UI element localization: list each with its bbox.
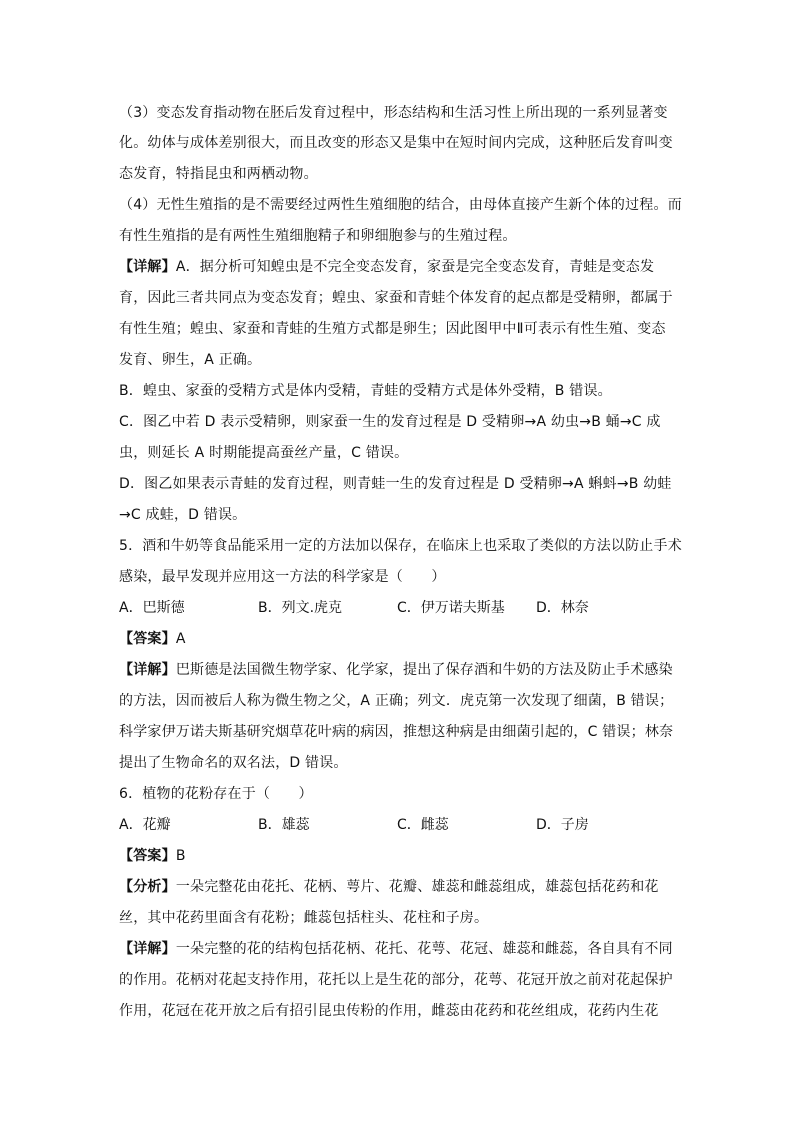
- text-line: B．蝗虫、家蚕的受精方式是体内受精，青蛙的受精方式是体外受精，B 错误。: [119, 383, 612, 399]
- detail-paragraph-line: [119, 660, 673, 680]
- text-line: 发育、卵生，A 正确。: [119, 352, 262, 368]
- text-line: 态发育，特指昆虫和两栖动物。: [119, 166, 318, 182]
- q6-option-c: C．雌蕊: [397, 817, 449, 833]
- analysis-label: 【分析】: [119, 879, 176, 895]
- text-line: 育，因此三者共同点为变态发育；蝗虫、家蚕和青蛙个体发育的起点都是受精卵，都属于: [119, 290, 673, 306]
- q6-option-a: A．花瓣: [119, 817, 171, 833]
- text-line: 化。幼体与成体差别很大，而且改变的形态又是集中在短时间内完成，这种胚后发育叫变: [119, 135, 673, 151]
- text-line: （3）变态发育指动物在胚后发育过程中，形态结构和生活习性上所出现的一系列显著变: [119, 105, 668, 121]
- text-line: C．图乙中若 D 表示受精卵，则家蚕一生的发育过程是 D 受精卵→A 幼虫→B 蛹→C 成: [119, 414, 661, 430]
- answer-label: 【答案】: [119, 848, 176, 864]
- q6-option-b: B．雄蕊: [258, 817, 310, 833]
- question-6-stem: 6．植物的花粉存在于（ ）: [119, 786, 313, 802]
- text-line: 作用，花冠在花开放之后有招引昆虫传粉的作用，雌蕊由花药和花丝组成，花药内生花: [119, 1003, 659, 1019]
- detail-paragraph-line: [119, 939, 673, 959]
- text-line: 丝，其中花药里面含有花粉；雌蕊包括柱头、花柱和子房。: [119, 910, 489, 926]
- detail-label: 【详解】: [119, 662, 176, 678]
- answer-value: A: [175, 631, 186, 647]
- text-span: 巴斯德是法国微生物学家、化学家，提出了保存酒和牛奶的方法及防止手术感染: [175, 662, 673, 678]
- text-span: A．据分析可知蝗虫是不完全变态发育，家蚕是完全变态发育，青蛙是变态发: [175, 259, 655, 275]
- text-line: 的作用。花柄对花起支持作用，花托以上是生花的部分，花萼、花冠开放之前对花起保护: [119, 972, 673, 988]
- text-span: 一朵完整的花的结构包括花柄、花托、花萼、花冠、雄蕊和雌蕊，各自具有不同: [175, 941, 673, 957]
- analysis-paragraph-line: [119, 877, 659, 897]
- q5-option-c: C．伊万诺夫斯基: [397, 600, 505, 616]
- text-line: 提出了生物命名的双名法，D 错误。: [119, 755, 348, 771]
- text-span: 一朵完整花由花托、花柄、萼片、花瓣、雄蕊和雌蕊组成，雄蕊包括花药和花: [175, 879, 659, 895]
- q6-option-d: D．子房: [536, 817, 589, 833]
- text-line: 有性生殖；蝗虫、家蚕和青蛙的生殖方式都是卵生；因此图甲中Ⅱ可表示有性生殖、变态: [119, 321, 666, 337]
- text-line: →C 成蛙，D 错误。: [119, 507, 247, 523]
- answer-line: [119, 629, 186, 649]
- text-line: 的方法，因而被后人称为微生物之父，A 正确；列文．虎克第一次发现了细菌，B 错误；: [119, 693, 674, 709]
- answer-value: B: [175, 848, 186, 864]
- q5-option-d: D．林奈: [536, 600, 589, 616]
- detail-paragraph-line: [119, 257, 654, 277]
- detail-label: 【详解】: [119, 259, 176, 275]
- answer-label: 【答案】: [119, 631, 176, 647]
- text-line: 虫，则延长 A 时期能提高蚕丝产量，C 错误。: [119, 445, 409, 461]
- detail-label: 【详解】: [119, 941, 176, 957]
- q5-option-b: B．列文.虎克: [258, 600, 343, 616]
- text-line: D．图乙如果表示青蛙的发育过程，则青蛙一生的发育过程是 D 受精卵→A 蝌蚪→B 幼蛙: [119, 476, 672, 492]
- answer-line: [119, 846, 186, 866]
- text-line: （4）无性生殖指的是不需要经过两性生殖细胞的结合，由母体直接产生新个体的过程。而: [119, 197, 682, 213]
- text-line: 有性生殖指的是有两性生殖细胞精子和卵细胞参与的生殖过程。: [119, 228, 517, 244]
- text-line: 科学家伊万诺夫斯基研究烟草花叶病的病因，推想这种病是由细菌引起的，C 错误；林奈: [119, 724, 674, 740]
- question-5-stem: 5．酒和牛奶等食品能采用一定的方法加以保存，在临床上也采取了类似的方法以防止手术: [119, 538, 682, 554]
- q5-option-a: A．巴斯德: [119, 600, 185, 616]
- question-5-stem: 感染，最早发现并应用这一方法的科学家是（ ）: [119, 569, 446, 585]
